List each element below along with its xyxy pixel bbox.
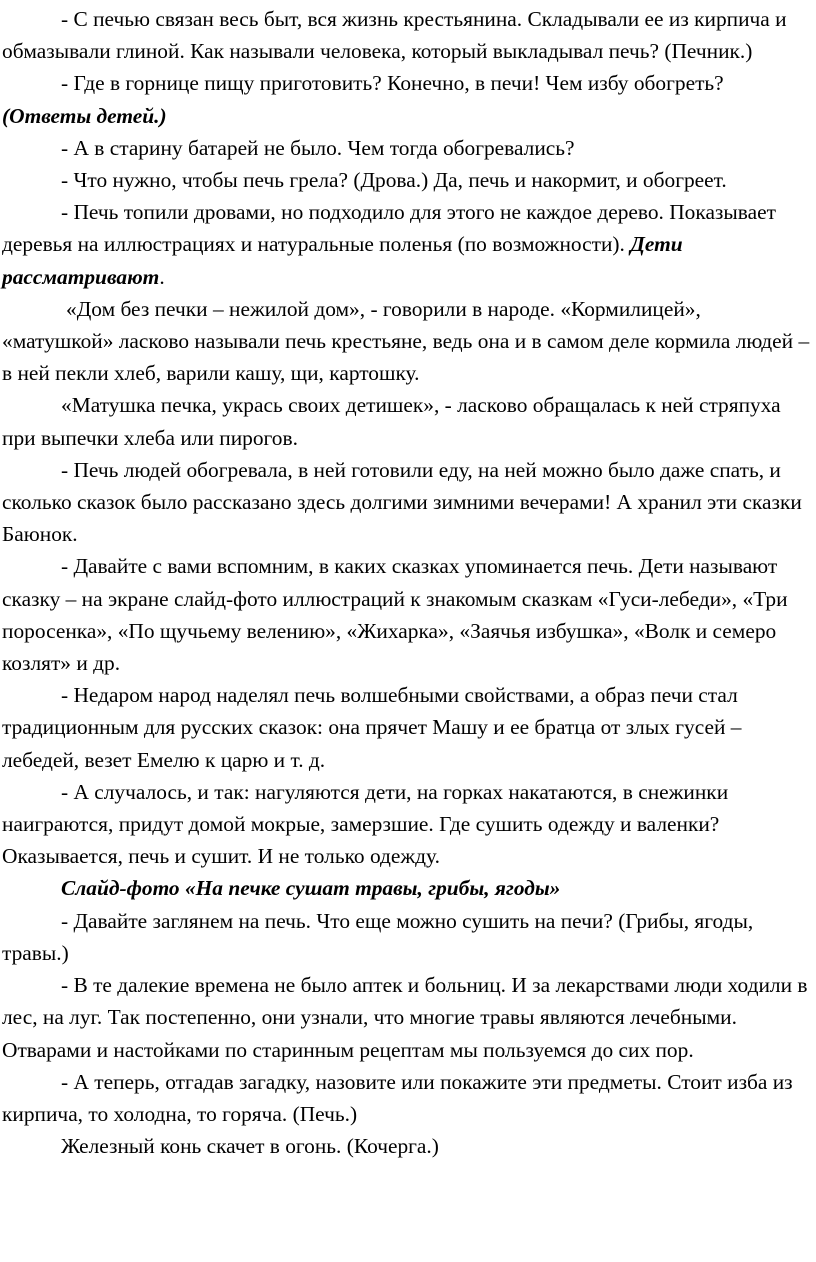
paragraph: [2, 1066, 812, 1130]
paragraph: [2, 969, 812, 1066]
paragraph: [2, 776, 812, 873]
paragraph-text: Железный конь скачет в огонь. (Кочерга.): [61, 1134, 439, 1159]
paragraph: [2, 389, 812, 453]
paragraph-text: - Где в горнице пищу приготовить? Конечно, в печи! Чем избу обогреть?: [61, 71, 724, 96]
paragraph-text: - А случалось, и так: нагуляются дети, на горках накатаются, в снежинки наиграются, придут домой мокрые, замерзшие. Где сушить одежду и валенки? Оказывается, печь и сушит. И не только одежду.: [2, 779, 729, 869]
paragraph-text: «Матушка печка, укрась своих детишек», - ласково обращалась к ней стряпуха при выпечки хлеба или пирогов.: [2, 393, 781, 450]
paragraph: [2, 905, 812, 969]
emphasis-text: Слайд-фото «На печке сушат травы, грибы, ягоды»: [61, 876, 561, 901]
paragraph-text: .: [159, 264, 165, 289]
paragraph: [2, 196, 812, 293]
paragraph-text: - Давайте с вами вспомним, в каких сказках упоминается печь. Дети называют сказку – на экране слайд-фото иллюстраций к знакомым сказкам «Гуси-лебеди», «Три поросенка», «По щучьему велению», «Жихарка», «Заячья избушка», «Волк и семеро козлят» и др.: [2, 554, 788, 676]
paragraph-text: - Недаром народ наделял печь волшебными свойствами, а образ печи стал традиционным для русских сказок: она прячет Машу и ее братца от злых гусей – лебедей, везет Емелю к царю и т. д.: [2, 683, 742, 772]
paragraph-text: - Давайте заглянем на печь. Что еще можно сушить на печи? (Грибы, ягоды, травы.): [2, 908, 754, 965]
paragraph-text: - Печь людей обогревала, в ней готовили еду, на ней можно было даже спать, и сколько сказок было рассказано здесь долгими зимними вечерами! А хранил эти сказки Баюнок.: [2, 457, 802, 547]
paragraph-text: - В те далекие времена не было аптек и больниц. И за лекарствами люди ходили в лес, на луг. Так постепенно, они узнали, что многие травы являются лечебными. Отварами и настойками по старинным рецептам мы пользуемся до сих пор.: [2, 973, 808, 1062]
paragraph: [2, 293, 812, 390]
paragraph-text: - С печью связан весь быт, вся жизнь крестьянина. Складывали ее из кирпича и обмазывали глиной. Как называли человека, который выкладывал печь? (Печник.): [2, 7, 787, 64]
emphasis-text: (Ответы детей.): [2, 103, 167, 128]
paragraph-text: - А теперь, отгадав загадку, назовите или покажите эти предметы. Стоит изба из кирпича, то холодна, то горяча. (Печь.): [2, 1069, 793, 1126]
paragraph: [2, 132, 812, 164]
paragraph-text: - Печь топили дровами, но подходило для этого не каждое дерево. Показывает деревья на иллюстрациях и натуральные поленья (по возможности).: [2, 200, 776, 257]
slide-heading: [2, 872, 812, 904]
paragraph-text: - Что нужно, чтобы печь грела? (Дрова.) Да, печь и накормит, и обогреет.: [61, 168, 727, 193]
emphasis-text: Дети рассматривают: [2, 232, 683, 289]
paragraph: [2, 550, 812, 679]
paragraph: [2, 1130, 812, 1162]
paragraph-text: - А в старину батарей не было. Чем тогда обогревались?: [61, 135, 575, 160]
paragraph: [2, 3, 812, 67]
paragraph: [2, 679, 812, 776]
paragraph-text: «Дом без печки – нежилой дом», - говорили в народе. «Кормилицей», «матушкой» ласково называли печь крестьяне, ведь она и в самом деле кормила людей – в ней пекли хлеб, варили кашу, щи, картошку.: [2, 296, 810, 386]
paragraph: [2, 164, 812, 196]
paragraph: [2, 67, 812, 131]
paragraph: [2, 454, 812, 551]
